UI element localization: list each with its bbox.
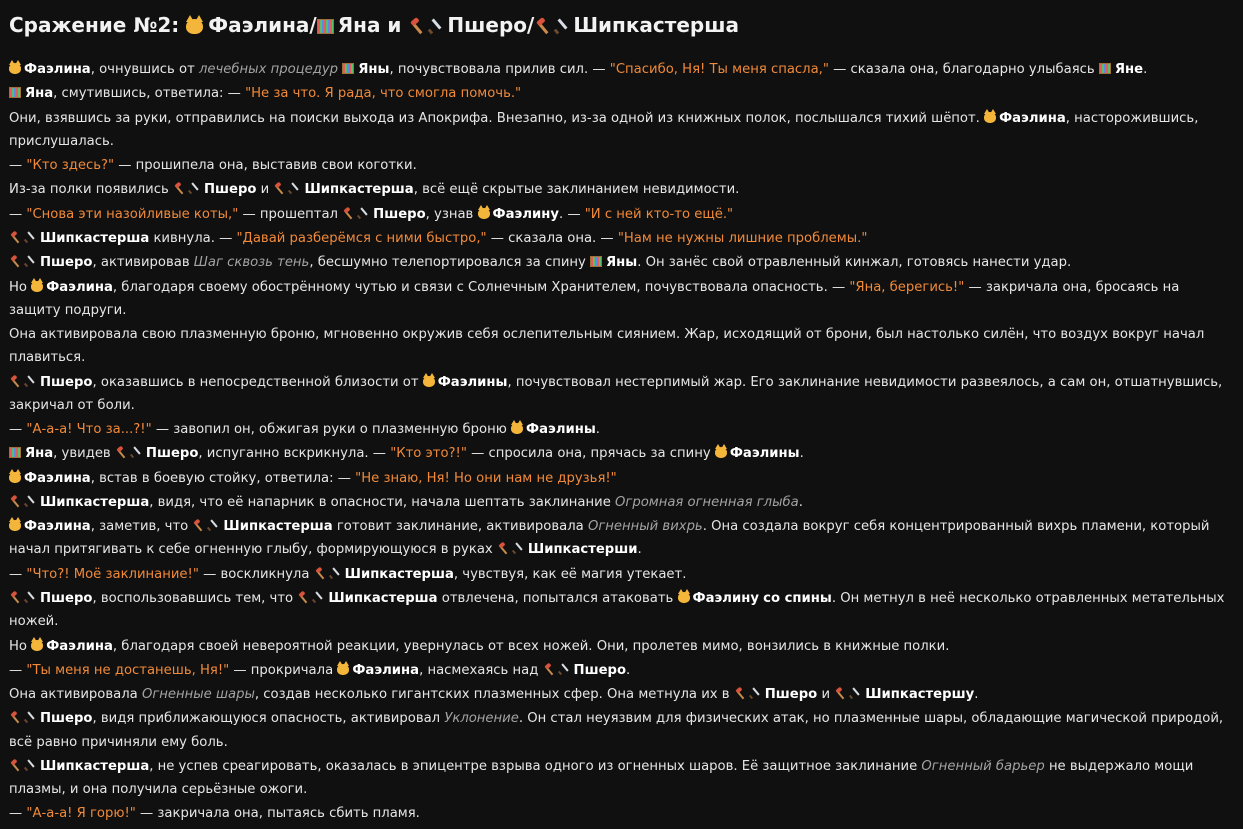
text: и [821, 687, 831, 703]
name-shipkasterha: Шипкастерша [304, 182, 414, 198]
axe-icon [9, 760, 21, 771]
text: Но [9, 638, 27, 654]
quote: "Что?! Моё заклинание!" [26, 566, 199, 582]
title-yana: Яна и [337, 13, 402, 37]
axe-icon [192, 520, 204, 531]
text: . [798, 494, 803, 510]
axe-icon [543, 664, 555, 675]
name-shipkasterha: Шипкастерша [40, 494, 150, 510]
text: . [1143, 62, 1148, 77]
quote: "И с ней кто-то ещё." [584, 206, 734, 222]
quote: "Спасибо, Ня! Ты меня спасла," [609, 62, 829, 77]
text: , чувствуя, как её магия утекает. [453, 566, 687, 582]
paragraph [9, 58, 1233, 81]
text: — [9, 662, 23, 678]
name-faelina: Фаэлину [692, 591, 759, 607]
name-pshero: Пшеро [40, 591, 93, 607]
name-pshero: Пшеро [203, 182, 257, 198]
text: — сказала она. — [490, 230, 614, 246]
cat-face-icon [31, 281, 43, 292]
text: , увидев [53, 446, 111, 462]
title-pshero: Пшеро/ [447, 13, 535, 37]
axe-icon [9, 376, 21, 387]
text: , воспользовавшись тем, что [92, 591, 294, 607]
paragraph [9, 371, 1233, 417]
abacus-icon [1099, 63, 1111, 74]
text: , благодаря своей невероятной реакции, увернулась от всех ножей. Они, пролетев мимо, вонзились в книжные полки. [112, 638, 950, 654]
text: — [9, 806, 23, 822]
text: — [9, 158, 23, 174]
spell-name: Уклонение [444, 711, 519, 727]
dagger-icon [427, 19, 443, 34]
text: отвлечена, попытался атаковать [441, 591, 674, 607]
title-prefix: Сражение №2: [9, 13, 180, 37]
text: не выдержало мощи плазмы, и она получила серьёзные ожоги. [9, 758, 1194, 798]
abacus-icon [9, 447, 21, 458]
cat-face-icon [478, 208, 490, 219]
paragraph [9, 491, 1233, 514]
cat-face-icon [31, 640, 43, 651]
text: — спросила она, прячась за спину [471, 446, 711, 462]
paragraph [9, 251, 1233, 274]
name-faelina: Фаэлина [352, 662, 420, 678]
spell-name: Огненные шары [141, 687, 255, 703]
name-shipkasterha: Шипкастерша [40, 758, 150, 774]
name-faelina: Фаэлины [729, 446, 800, 462]
axe-icon [342, 208, 354, 219]
text: — прокричала [233, 662, 334, 678]
name-yana: Яна [25, 86, 54, 102]
name-faelina: Фаэлину [492, 206, 559, 222]
abacus-icon [9, 87, 21, 98]
paragraph [9, 276, 1233, 322]
cat-face-icon [984, 112, 996, 123]
text: , почувствовал нестерпимый жар. Его заклинание невидимости развеялось, а сам он, отшатнувшись, закричал от боли. [9, 374, 1223, 413]
name-pshero: Пшеро [764, 687, 818, 703]
abacus-icon [590, 256, 602, 267]
axe-icon [534, 19, 550, 34]
cat-face-icon [9, 472, 21, 483]
text: готовит заклинание, активировала [336, 519, 584, 535]
text: — прошептал [242, 206, 338, 222]
text: . Он метнул в неё несколько отравленных метательных ножей. [9, 591, 1225, 630]
spell-name: лечебных процедур [198, 62, 339, 77]
paragraph [9, 227, 1233, 250]
paragraph [9, 755, 1233, 801]
text: . Она создала вокруг себя концентрированный вихрь пламени, который начал притягивать к себе огненную глыбу, формирующуюся в руках [9, 519, 1210, 558]
cat-face-icon [423, 376, 435, 387]
title-faelina: Фаэлина/ [208, 13, 317, 37]
axe-icon [115, 447, 127, 458]
text: , оказавшись в непосредственной близости от [92, 374, 419, 390]
dagger-icon [188, 183, 200, 194]
text: . Он стал неуязвим для физических атак, но плазменные шары, обладающие магической природой, всё равно причиняли ему боль. [9, 711, 1224, 750]
story-text [9, 58, 1233, 826]
cat-face-icon [715, 447, 727, 458]
paragraph [9, 107, 1233, 153]
dagger-icon [24, 760, 36, 771]
text: . [626, 662, 631, 678]
axe-icon [173, 183, 185, 194]
abacus-icon [342, 63, 354, 74]
cat-face-icon [337, 664, 349, 675]
dagger-icon [24, 256, 36, 267]
spell-name: Огненный вихрь [587, 519, 703, 535]
text: — закричала она, пытаясь сбить пламя. [140, 806, 420, 822]
axe-icon [834, 688, 846, 699]
quote: "Давай разберёмся с ними быстро," [236, 230, 487, 246]
axe-icon [9, 712, 21, 723]
spell-name: Огненный барьер [921, 758, 1045, 774]
name-yana: Яна [25, 446, 54, 462]
paragraph [9, 683, 1233, 706]
quote: "А-а-а! Что за...?!" [26, 422, 152, 438]
text: , всё ещё скрытые заклинанием невидимости. [413, 182, 740, 198]
dagger-icon [207, 520, 219, 531]
text: — сказала она, благодарно улыбаясь [833, 62, 1095, 77]
text: , очнувшись от [90, 62, 195, 77]
text: , встав в боевую стойку, ответила: — [90, 470, 351, 486]
paragraph [9, 635, 1233, 658]
text: , испуганно вскрикнула. — [198, 446, 386, 462]
text: , видя приближающуюся опасность, активировал [92, 711, 441, 727]
spell-name: Огромная огненная глыба [615, 494, 799, 510]
axe-icon [497, 543, 509, 554]
name-pshero: Пшеро [40, 255, 93, 271]
dagger-icon [849, 688, 861, 699]
text: — прошипела она, выставив свои коготки. [118, 158, 417, 174]
name-faelina: Фаэлины [526, 422, 596, 438]
dagger-icon [512, 543, 524, 554]
quote: "Не за что. Я рада, что смогла помочь." [245, 86, 522, 102]
dagger-icon [24, 592, 36, 603]
axe-icon [297, 592, 309, 603]
paragraph [9, 802, 1233, 825]
text: , активировав [92, 255, 190, 271]
paragraph [9, 707, 1233, 753]
spell-name: Шаг сквозь тень [193, 255, 310, 271]
name-yana: Яне [1114, 62, 1144, 77]
name-shipkasterha: Шипкастерша [328, 591, 438, 607]
quote: "А-а-а! Я горю!" [26, 806, 136, 822]
name-faelina: Фаэлины [437, 374, 508, 390]
text: Они, взявшись за руки, отправились на поиски выхода из Апокрифа. Внезапно, из-за одной из книжных полок, послышался тихий шёпот. [9, 110, 980, 126]
quote: "Не знаю, Ня! Но они нам не друзья!" [355, 470, 617, 486]
paragraph [9, 515, 1233, 561]
text: — завопил он, обжигая руки о плазменную броню [155, 422, 507, 438]
axe-icon [9, 496, 21, 507]
text: — [9, 422, 23, 438]
paragraph [9, 563, 1233, 586]
name-faelina: Фаэлина [46, 638, 113, 654]
dagger-icon [24, 232, 36, 243]
text: Она активировала [9, 687, 138, 703]
axe-icon [734, 688, 746, 699]
name-shipkasterha: Шипкастершу [865, 687, 975, 703]
name-faelina: Фаэлина [46, 279, 113, 295]
text: , видя, что её напарник в опасности, начала шептать заклинание [149, 494, 611, 510]
axe-icon [9, 232, 21, 243]
paragraph [9, 203, 1233, 226]
text: . [637, 542, 642, 558]
name-yana: Яны [358, 62, 390, 77]
text: , смутившись, ответила: — [53, 86, 241, 102]
text: — закричала она, бросаясь на защиту подруги. [9, 279, 1180, 318]
name-shipkasterha: Шипкастерши [527, 542, 638, 558]
paragraph [9, 587, 1233, 633]
quote: "Снова эти назойливые коты," [26, 206, 239, 222]
text: . [595, 422, 600, 438]
text: Она активировала свою плазменную броню, мгновенно окружив себя ослепительным сиянием. Жар, исходящий от брони, был настолько силён, что воздух вокруг начал плавиться. [9, 327, 1205, 366]
text: , благодаря своему обострённому чутью и связи с Солнечным Хранителем, почувствовала опасность. — [112, 279, 846, 295]
quote: "Нам не нужны лишние проблемы." [617, 230, 868, 246]
cat-face-icon [9, 520, 21, 531]
text: , почувствовала прилив сил. — [389, 62, 606, 77]
quote: "Яна, берегись!" [849, 279, 965, 295]
axe-icon [273, 183, 285, 194]
text: , не успев среагировать, оказалась в эпицентре взрыва одного из огненных шаров. Её защитное заклинание [149, 758, 918, 774]
paragraph [9, 442, 1233, 465]
paragraph [9, 467, 1233, 490]
dagger-icon [24, 376, 36, 387]
quote: "Кто здесь?" [26, 158, 115, 174]
name-shipkasterha: Шипкастерша [223, 519, 333, 535]
paragraph [9, 154, 1233, 177]
paragraph [9, 418, 1233, 441]
paragraph [9, 82, 1233, 105]
text: Но [9, 279, 27, 295]
name-faelina: Фаэлина [24, 62, 91, 77]
text: . [799, 446, 804, 462]
name-faelina: Фаэлина [24, 470, 91, 486]
dagger-icon [329, 568, 341, 579]
paragraph [9, 178, 1233, 201]
cat-face-icon [511, 423, 523, 434]
text: . Он занёс свой отравленный кинжал, готовясь нанести удар. [637, 255, 1072, 271]
name-faelina: Фаэлина [24, 519, 91, 535]
paragraph [9, 659, 1233, 682]
dagger-icon [130, 447, 142, 458]
dagger-icon [558, 664, 570, 675]
text: , бесшумно телепортировался за спину [309, 255, 586, 271]
dagger-icon [357, 208, 369, 219]
name-pshero: Пшеро [373, 206, 426, 222]
text: Из-за полки появились [9, 182, 169, 198]
text: , создав несколько гигантских плазменных сфер. Она метнула их в [254, 687, 730, 703]
text: — [9, 206, 23, 222]
dagger-icon [288, 183, 300, 194]
quote: "Ты меня не достанешь, Ня!" [26, 662, 230, 678]
axe-icon [9, 592, 21, 603]
text: — воскликнула [203, 566, 310, 582]
cat-face-icon [186, 19, 203, 34]
dagger-icon [24, 712, 36, 723]
name-yana: Яны [606, 255, 638, 271]
paragraph [9, 323, 1233, 369]
dagger-icon [312, 592, 324, 603]
text: со спины [763, 591, 832, 607]
dagger-icon [553, 19, 569, 34]
name-pshero: Пшеро [145, 446, 199, 462]
cat-face-icon [678, 592, 690, 603]
name-pshero: Пшеро [40, 374, 93, 390]
axe-icon [314, 568, 326, 579]
cat-face-icon [9, 63, 21, 74]
axe-icon [9, 256, 21, 267]
text: кивнула. — [153, 230, 233, 246]
text: и [260, 182, 270, 198]
name-shipkasterha: Шипкастерша [344, 566, 454, 582]
name-faelina: Фаэлина [999, 110, 1066, 126]
dagger-icon [24, 496, 36, 507]
quote: "Кто это?!" [390, 446, 467, 462]
title-shipkasterha: Шипкастерша [573, 13, 739, 37]
text: . — [558, 206, 581, 222]
text: , насторожившись, прислушалась. [9, 110, 1199, 149]
text: , заметив, что [90, 519, 189, 535]
name-pshero: Пшеро [573, 662, 627, 678]
text: — [9, 566, 23, 582]
text: , узнав [425, 206, 474, 222]
name-shipkasterha: Шипкастерша [40, 230, 150, 246]
page-title [9, 8, 1233, 42]
abacus-icon [317, 19, 334, 34]
dagger-icon [749, 688, 761, 699]
name-pshero: Пшеро [40, 711, 93, 727]
axe-icon [408, 19, 424, 34]
text: . [974, 687, 979, 703]
text: , насмехаясь над [419, 662, 539, 678]
